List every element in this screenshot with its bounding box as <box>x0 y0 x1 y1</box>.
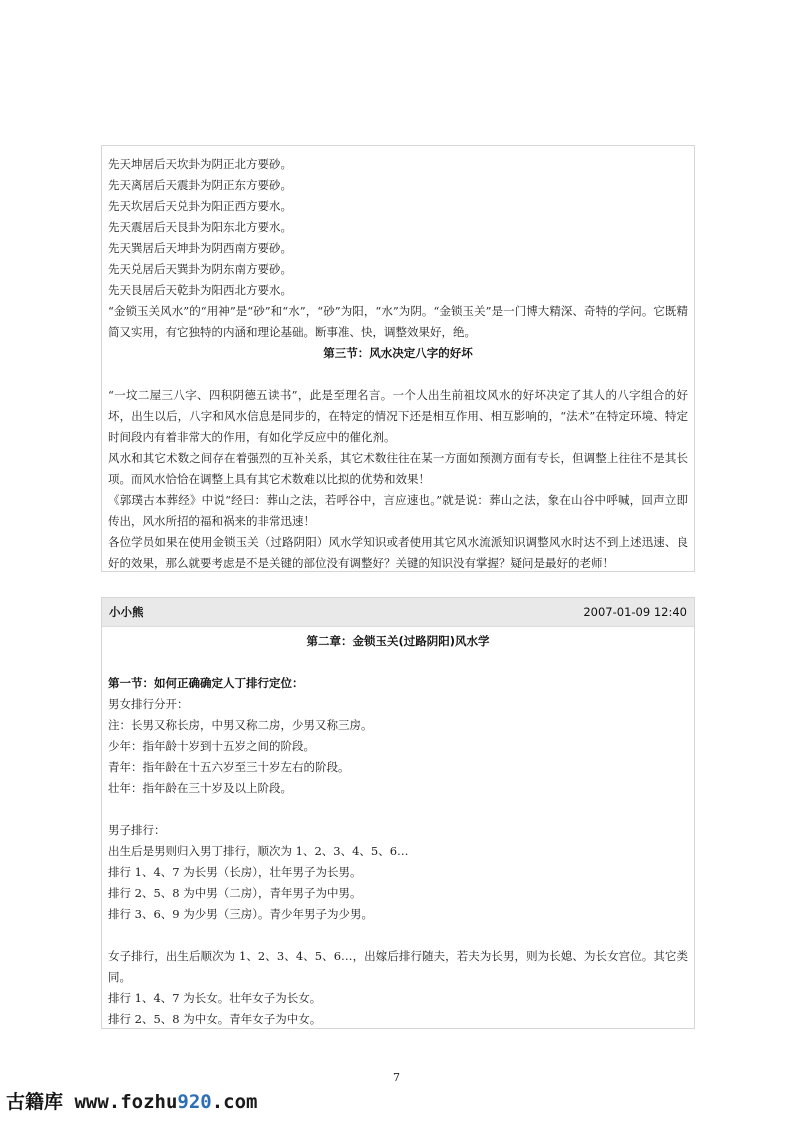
text-line: 青年：指年龄在十五六岁至三十岁左右的阶段。 <box>108 760 350 774</box>
text-line: 出生后是男则归入男丁排行，顺次为 1、2、3、4、5、6… <box>108 844 409 858</box>
section-title: 第三节：风水决定八字的好坏 <box>323 346 473 360</box>
text-line: 先天震居后天艮卦为阳东北方要水。 <box>108 220 292 234</box>
text-line: 少年：指年龄十岁到十五岁之间的阶段。 <box>108 739 315 753</box>
post-header <box>102 598 694 627</box>
spacer <box>108 652 688 673</box>
watermark-url-prefix: www.fozhu <box>63 1091 178 1113</box>
intro-paragraph: “金锁玉关风水”的“用神”是“砂”和“水”，“砂”为阳，“水”为阴。“金锁玉关”是一门博大精深、奇特的学问。它既精简又实用，有它独特的内涵和理论基础。断事准、快，调整效果好，绝。 <box>108 304 688 339</box>
watermark-site-name: 古籍库 <box>6 1091 64 1113</box>
spacer <box>108 799 688 820</box>
post-content-1 <box>101 145 695 572</box>
post-content-2 <box>101 597 695 1029</box>
text-line: 男子排行： <box>108 823 166 837</box>
post-body <box>102 627 694 1030</box>
text-line: 先天兑居后天巽卦为阴东南方要砂。 <box>108 262 292 276</box>
watermark-url-suffix: .com <box>211 1091 258 1113</box>
text-line: 注：长男又称长房，中男又称二房，少男又称三房。 <box>108 718 373 732</box>
paragraph: 风水和其它术数之间存在着强烈的互补关系，其它术数往往在某一方面如预测方面有专长，但调整上往往不是其长项。而风水恰恰在调整上具有其它术数难以比拟的优势和效果！ <box>108 451 688 486</box>
text-line: 排行 2、5、8 为中男（二房），青年男子为中男。 <box>108 886 362 900</box>
text-line: 先天坎居后天兑卦为阳正西方要水。 <box>108 199 292 213</box>
spacer <box>108 364 688 385</box>
paragraph: 《郭璞古本葬经》中说“经曰：葬山之法，若呼谷中，言应速也。”就是说：葬山之法，象在山谷中呼喊，回声立即传出，风水所招的福和祸来的非常迅速！ <box>108 493 688 528</box>
chapter-title: 第二章：金锁玉关(过路阴阳)风水学 <box>306 634 490 648</box>
text-line: 男女排行分开： <box>108 697 189 711</box>
text-line: 壮年：指年龄在三十岁及以上阶段。 <box>108 781 292 795</box>
text-line: 先天巽居后天坤卦为阴西南方要砂。 <box>108 241 292 255</box>
text-line: 排行 1、4、7 为长女。壮年女子为长女。 <box>108 991 322 1005</box>
text-line: 先天艮居后天乾卦为阳西北方要水。 <box>108 283 292 297</box>
text-line: 排行 1、4、7 为长男（长房），壮年男子为长男。 <box>108 865 362 879</box>
watermark-url-number: 920 <box>177 1091 212 1113</box>
spacer <box>108 925 688 946</box>
text-line: 排行 2、5、8 为中女。青年女子为中女。 <box>108 1012 322 1026</box>
page-number: 7 <box>393 1071 400 1084</box>
section-title: 第一节：如何正确确定人丁排行定位： <box>108 676 304 690</box>
text-line: 先天坤居后天坎卦为阴正北方要砂。 <box>108 157 292 171</box>
site-watermark <box>6 1087 258 1114</box>
text-line: 先天离居后天震卦为阴正东方要砂。 <box>108 178 292 192</box>
author-name[interactable]: 小小熊 <box>109 605 144 619</box>
paragraph: “一坟二屋三八字、四积阴德五读书”，此是至理名言。一个人出生前祖坟风水的好坏决定了其人的八字组合的好坏，出生以后，八字和风水信息是同步的，在特定的情况下还是相互作用、相互影响的，“法术”在特定环境、特定时间段内有着非常大的作用，有如化学反应中的催化剂。 <box>108 388 688 444</box>
paragraph: 各位学员如果在使用金锁玉关（过路阴阳）风水学知识或者使用其它风水流派知识调整风水时达不到上述迅速、良好的效果，那么就要考虑是不是关键的部位没有调整好？关键的知识没有掌握？疑问是最好的老师！ <box>108 535 688 570</box>
post-datetime: 2007-01-09 12:40 <box>583 605 687 619</box>
paragraph: 女子排行，出生后顺次为 1、2、3、4、5、6…，出嫁后排行随夫，若夫为长男，则为长媳、为长女宫位。其它类同。 <box>108 949 688 984</box>
text-line: 排行 3、6、9 为少男（三房）。青少年男子为少男。 <box>108 907 374 921</box>
